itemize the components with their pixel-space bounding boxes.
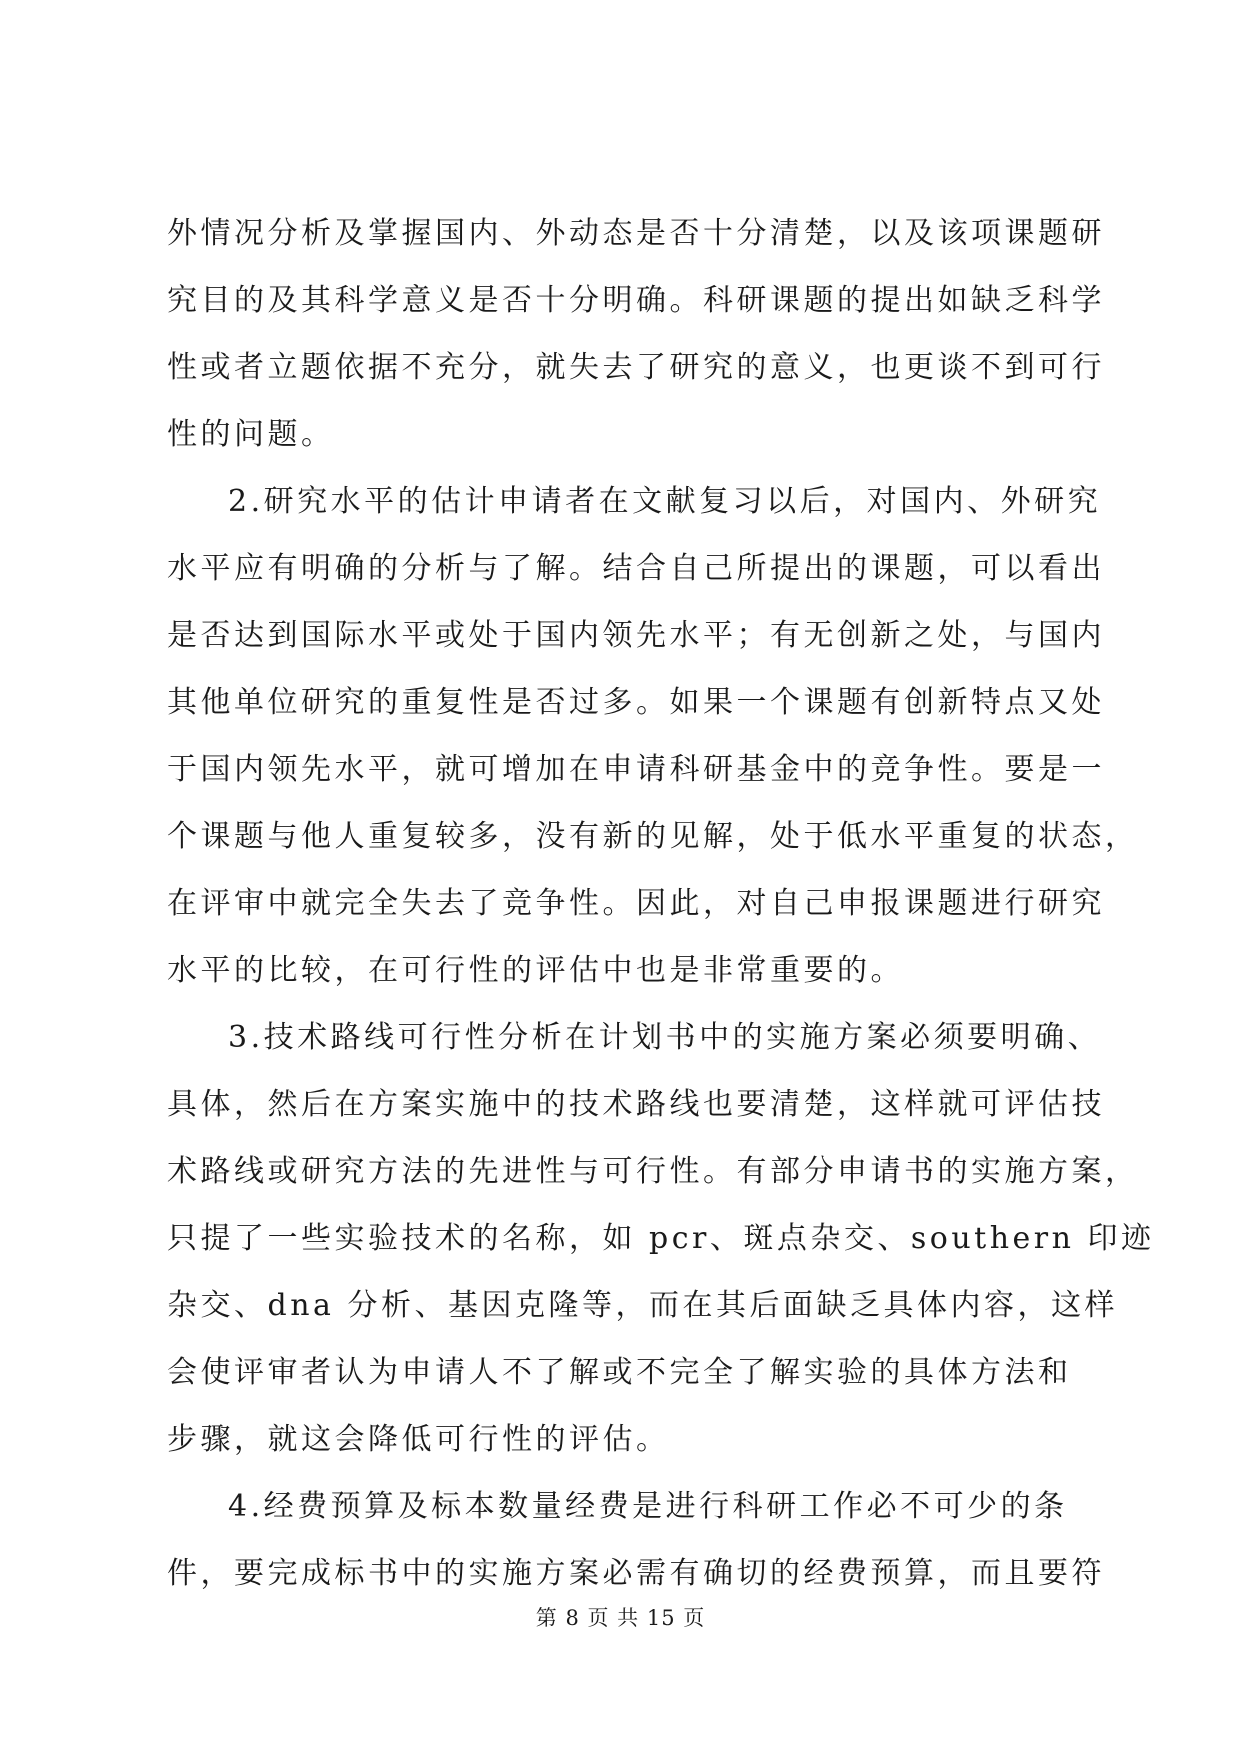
- paragraph-first-line: 2.研究水平的估计申请者在文献复习以后，对国内、外研究: [228, 484, 1102, 519]
- text-line: 水平的比较，在可行性的评估中也是非常重要的。: [167, 953, 904, 988]
- text-line: 究目的及其科学意义是否十分明确。科研课题的提出如缺乏科学: [167, 283, 1105, 318]
- text-line: 只提了一些实验技术的名称，如 pcr、斑点杂交、southern 印迹: [167, 1221, 1155, 1256]
- document-body: [167, 200, 1155, 1607]
- text-line: 外情况分析及掌握国内、外动态是否十分清楚，以及该项课题研: [167, 216, 1105, 251]
- text-line: 会使评审者认为申请人不了解或不完全了解实验的具体方法和: [167, 1355, 1072, 1390]
- text-line: 于国内领先水平，就可增加在申请科研基金中的竞争性。要是一: [167, 752, 1105, 787]
- paragraph-first-line: 4.经费预算及标本数量经费是进行科研工作必不可少的条: [228, 1489, 1068, 1524]
- paragraph-first-line: 3.技术路线可行性分析在计划书中的实施方案必须要明确、: [228, 1020, 1102, 1055]
- text-line: 其他单位研究的重复性是否过多。如果一个课题有创新特点又处: [167, 685, 1105, 720]
- text-line: 性或者立题依据不充分，就失去了研究的意义，也更谈不到可行: [167, 350, 1105, 385]
- text-line: 术路线或研究方法的先进性与可行性。有部分申请书的实施方案，: [167, 1154, 1139, 1189]
- text-line: 步骤，就这会降低可行性的评估。: [167, 1422, 670, 1457]
- text-line: 性的问题。: [167, 417, 335, 452]
- text-line: 件，要完成标书中的实施方案必需有确切的经费预算，而且要符: [167, 1556, 1105, 1591]
- text-line: 具体，然后在方案实施中的技术路线也要清楚，这样就可评估技: [167, 1087, 1105, 1122]
- text-line: 是否达到国际水平或处于国内领先水平；有无创新之处，与国内: [167, 618, 1105, 653]
- page-number-footer: 第 8 页 共 15 页: [535, 1606, 706, 1630]
- text-line: 在评审中就完全失去了竞争性。因此，对自己申报课题进行研究: [167, 886, 1105, 921]
- text-line: 个课题与他人重复较多，没有新的见解，处于低水平重复的状态，: [167, 819, 1139, 854]
- text-line: 杂交、dna 分析、基因克隆等，而在其后面缺乏具体内容，这样: [167, 1288, 1118, 1323]
- text-line: 水平应有明确的分析与了解。结合自己所提出的课题，可以看出: [167, 551, 1105, 586]
